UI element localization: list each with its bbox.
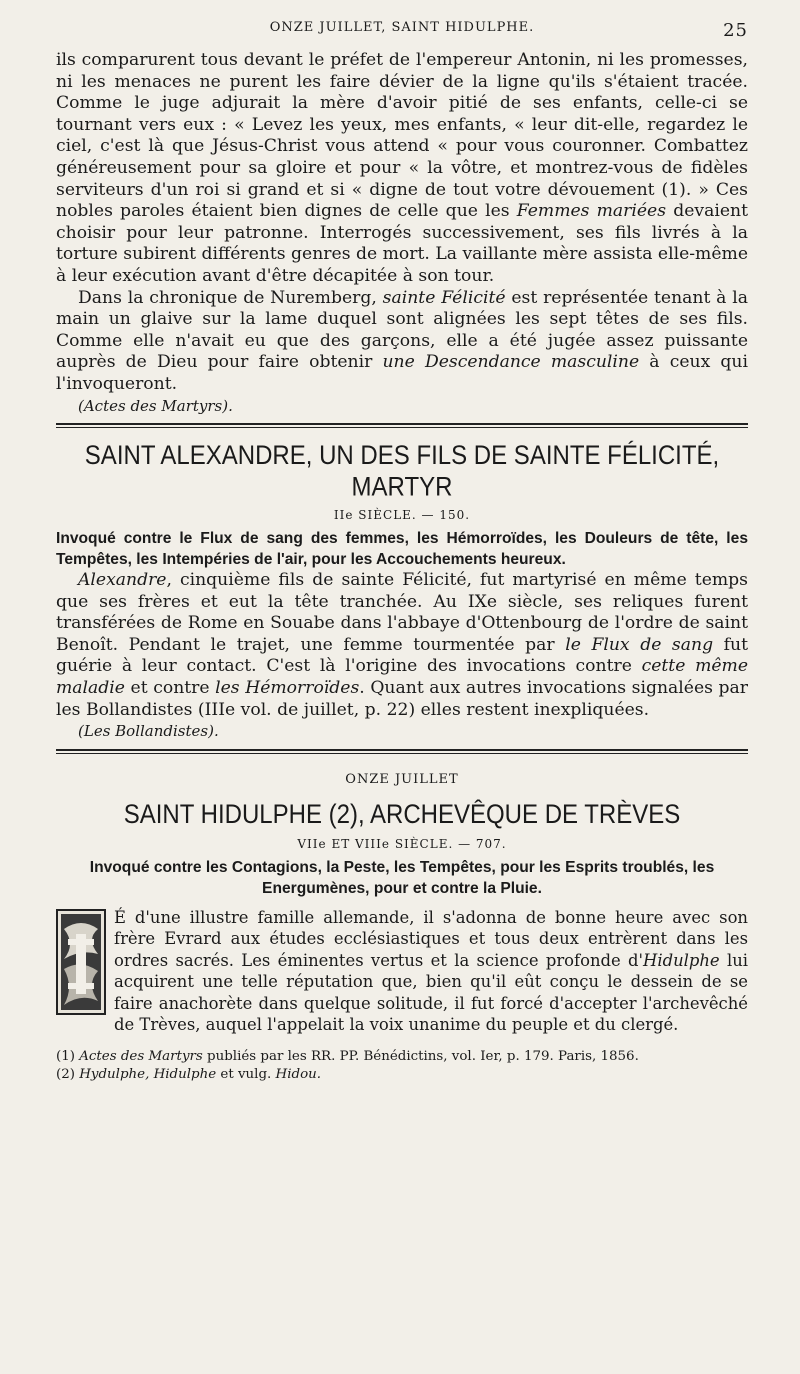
source-citation xyxy=(56,721,748,743)
text-run: à ceux qui l'invoqueront. xyxy=(56,352,748,394)
section-saint-alexandre xyxy=(56,440,749,743)
text-run: Dans la chronique de Nuremberg, xyxy=(78,287,383,308)
italic-run: une Descendance masculine xyxy=(382,352,640,373)
section-title: SAINT ALEXANDRE, UN DES FILS DE SAINTE FÉLICITÉ, MARTYR xyxy=(84,440,720,503)
invocation: Invoqué contre le Flux de sang des femmes, les Hémorroïdes, les Douleurs de tête, les Tempêtes, les Intempéries de l'air, pour les Accouchements heureux. xyxy=(56,530,748,569)
text-run: et vulg. xyxy=(216,1066,276,1082)
source-text: (Les Bollandistes). xyxy=(78,722,219,741)
invocation: Invoqué contre les Contagions, la Peste, les Tempêtes, pour les Esprits troublés, les Energumènes, pour et contre la Pluie. xyxy=(89,858,715,897)
footnotes xyxy=(56,1048,748,1084)
paragraph-hidulphe xyxy=(56,907,748,1036)
italic-run: Alexandre xyxy=(78,570,167,591)
page-number: 25 xyxy=(723,20,748,41)
text-run: fut guérie à leur contact. C'est là l'origine des invocations contre xyxy=(56,634,748,677)
source-citation xyxy=(56,396,748,418)
footnote-1 xyxy=(56,1048,748,1066)
section-saint-hidulphe xyxy=(56,772,748,1036)
section-divider xyxy=(56,749,748,754)
paragraph-alexandre xyxy=(56,570,748,721)
text-run: est représentée tenant à la main un glaive sur la lame duquel sont alignées les sept têtes de ses fils. Comme elle n'avait eu que des garçons, elle a été jugée assez puissante auprès de Dieu pour faire obtenir xyxy=(56,287,748,373)
italic-run: Actes des Martyrs xyxy=(79,1048,203,1064)
date-heading: ONZE JUILLET xyxy=(345,771,459,787)
text-run: et contre xyxy=(124,678,216,699)
running-head-title: ONZE JUILLET, SAINT HIDULPHE. xyxy=(269,20,535,35)
text-run: , cinquième fils de sainte Félicité, fut martyrisé en même temps que ses frères et eut la tête tranchée. Au IXe siècle, ses reliques furent transférées de Rome en Souabe dans l'abbaye d'Ottenbourg de l'ordre de saint Benoît. Pendant le trajet, une femme tourmentée par xyxy=(56,570,748,655)
italic-run: Femmes mariées xyxy=(516,201,667,222)
italic-run: sainte Félicité xyxy=(382,287,506,308)
italic-run: cette même maladie xyxy=(56,656,749,699)
italic-run: Hydulphe, Hidulphe xyxy=(79,1066,217,1082)
running-head xyxy=(56,20,748,50)
italic-run: les Hémorroïdes xyxy=(215,678,360,699)
italic-run: le Flux de sang xyxy=(565,634,714,655)
century-line: IIe SIÈCLE. — 150. xyxy=(333,508,471,523)
source-text: (Actes des Martyrs). xyxy=(78,396,233,415)
italic-run: Hidou. xyxy=(275,1066,322,1082)
text-run: lui acquirent une telle réputation que, bien qu'il eût conçu le dessein de se faire anachorète dans quelque solitude, il fut forcé d'accepter l'archevêché de Trèves, auquel l'appelait la voix unanime du peuple et du clergé. xyxy=(114,950,748,1035)
text-run: ils comparurent tous devant le préfet de l'empereur Antonin, ni les promesses, ni les menaces ne purent les faire dévier de la ligne qu'ils s'étaient tracée. Comme le juge adjurait la mère d'avoir pitié de ses enfants, celle-ci se tournant vers eux : « Levez les yeux, mes enfants, « leur dit-elle, regardez le ciel, c'est là que Jésus-Christ vous attend « pour vous couronner. Combattez généreusement pour sa gloire et pour « la vôtre, et montrez-vous de fidèles serviteurs d'un roi si grand et si « digne de tout votre dévouement (1). » Ces nobles paroles étaient bien dignes de celle que les xyxy=(56,50,748,222)
drop-cap-ornament-icon xyxy=(56,909,106,1015)
footnote-2 xyxy=(56,1066,748,1084)
paragraph-1 xyxy=(56,50,748,288)
text-run: . Quant aux autres invocations signalées par les Bollandistes (IIIe vol. de juillet, p. 22) elles restent inexpliquées. xyxy=(56,678,748,720)
text-run: publiés par les RR. PP. Bénédictins, vol. Ier, p. 179. Paris, 1856. xyxy=(202,1048,639,1064)
text-run: É d'une illustre famille allemande, il s'adonna de bonne heure avec son frère Evrard aux études ecclésiastiques et tous deux entrèrent dans les ordres sacrés. Les éminentes vertus et la science profonde d' xyxy=(114,907,748,970)
section-felicite-end xyxy=(56,50,748,417)
hidulphe-body xyxy=(56,907,748,1036)
footnote-mark: (1) xyxy=(56,1048,80,1064)
footnote-mark: (2) xyxy=(56,1066,80,1082)
section-title: SAINT HIDULPHE (2), ARCHEVÊQUE DE TRÈVES xyxy=(123,799,681,830)
century-line: VIIe ET VIIIe SIÈCLE. — 707. xyxy=(297,836,507,851)
text-run: devaient choisir pour leur patronne. Interrogés successivement, ses fils livrés à la torture subirent différents genres de mort. La vaillante mère assista elle-même à leur exécution avant d'être décapitée à son tour. xyxy=(56,201,748,286)
paragraph-2 xyxy=(56,288,748,396)
italic-run: Hidulphe xyxy=(643,950,720,970)
section-divider xyxy=(56,423,748,428)
